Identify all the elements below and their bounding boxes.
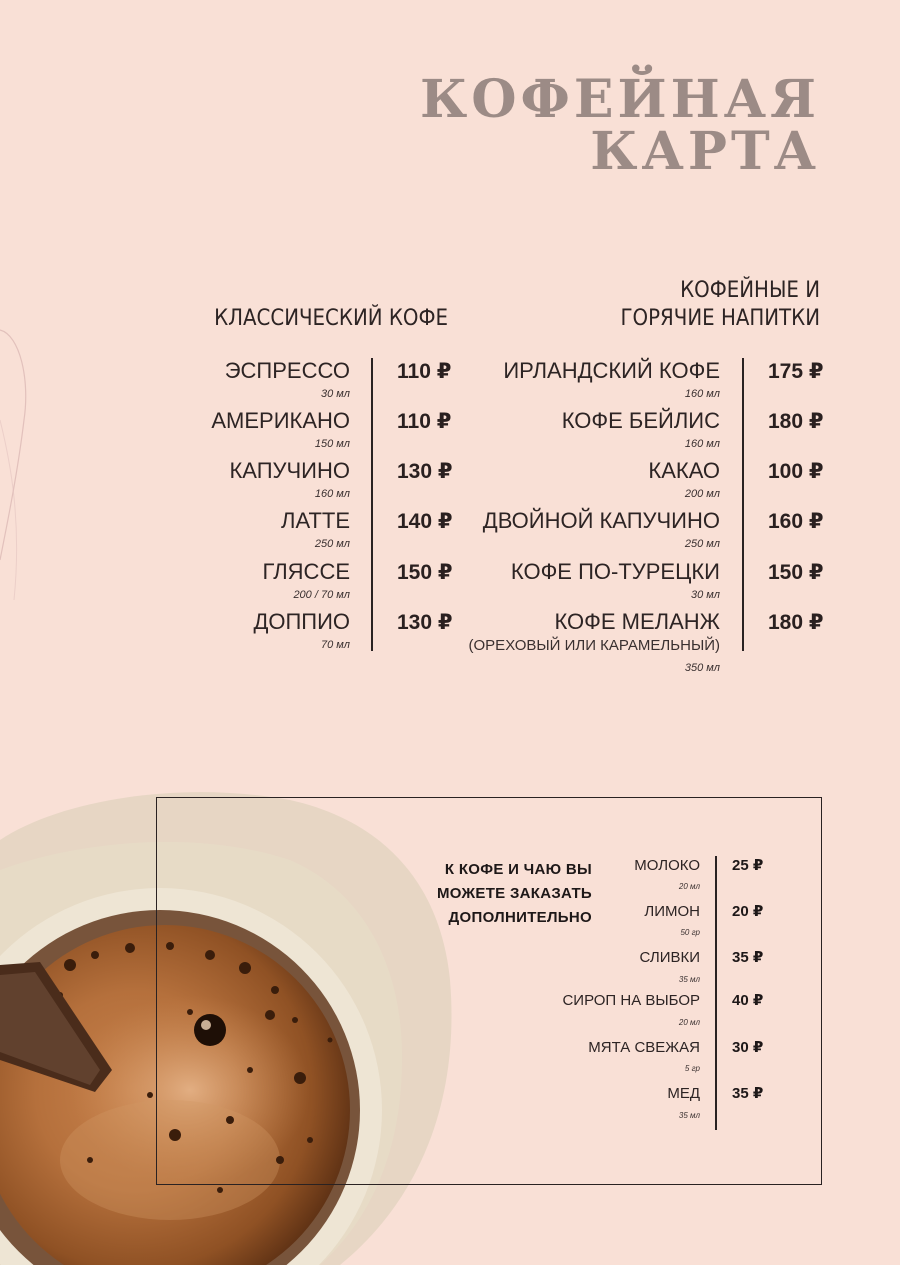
hot-item-name: КОФЕ МЕЛАНЖ <box>554 609 720 634</box>
hot-item-volume: 350 мл <box>684 662 720 674</box>
classic-section-heading: КЛАССИЧЕСКИЙ КОФЕ <box>214 306 448 331</box>
classic-item-name: АМЕРИКАНО <box>211 408 350 433</box>
classic-item-volume: 160 мл <box>314 488 350 500</box>
hot-item-name: КАКАО <box>648 458 720 483</box>
addition-name: ЛИМОН <box>644 903 700 920</box>
title-line-1: КОФЕЙНАЯ <box>419 69 820 130</box>
classic-item-name: ЭСПРЕССО <box>224 358 350 383</box>
title-line-2: КАРТА <box>590 121 820 182</box>
hot-item-name: КОФЕ БЕЙЛИС <box>561 408 720 433</box>
hot-item-price: 150 ₽ <box>768 561 824 584</box>
classic-item-name: ЛАТТЕ <box>281 508 350 533</box>
addition-price: 20 ₽ <box>732 903 764 920</box>
hot-item-volume: 160 мл <box>684 388 720 400</box>
hot-heading-line-2: ГОРЯЧИЕ НАПИТКИ <box>620 306 820 331</box>
addition-name: МОЛОКО <box>634 857 700 874</box>
classic-item-price: 140 ₽ <box>397 510 453 533</box>
classic-item-name: ГЛЯССЕ <box>262 559 350 584</box>
hot-divider <box>742 358 744 651</box>
addition-price: 40 ₽ <box>732 992 764 1009</box>
classic-item-price: 110 ₽ <box>397 410 452 433</box>
addition-price: 35 ₽ <box>732 1085 764 1102</box>
addition-name: МЯТА СВЕЖАЯ <box>588 1039 700 1056</box>
classic-item-price: 130 ₽ <box>397 611 453 634</box>
hot-item-volume: 250 мл <box>684 538 720 550</box>
hot-item-price: 100 ₽ <box>768 460 824 483</box>
addition-name: МЕД <box>667 1085 700 1102</box>
hot-item-volume: 200 мл <box>684 488 720 500</box>
addition-qty: 20 мл <box>678 882 700 891</box>
classic-item-price: 110 ₽ <box>397 360 452 383</box>
addition-qty: 50 гр <box>680 928 700 937</box>
additions-divider <box>715 856 717 1130</box>
hot-item-volume: 160 мл <box>684 438 720 450</box>
classic-item-volume: 250 мл <box>314 538 350 550</box>
addition-qty: 20 мл <box>678 1018 700 1027</box>
hot-item-name: ДВОЙНОЙ КАПУЧИНО <box>482 508 720 533</box>
classic-item-name: КАПУЧИНО <box>229 458 350 483</box>
classic-item-volume: 200 / 70 мл <box>293 589 350 601</box>
hot-item-price: 175 ₽ <box>768 360 824 383</box>
classic-item-volume: 70 мл <box>320 639 350 651</box>
classic-item-volume: 150 мл <box>314 438 350 450</box>
additions-intro <box>437 858 592 930</box>
addition-qty: 35 мл <box>678 975 700 984</box>
hot-heading-line-1: КОФЕЙНЫЕ И <box>680 278 820 303</box>
addition-price: 30 ₽ <box>732 1039 764 1056</box>
addition-qty: 5 гр <box>684 1064 700 1073</box>
addition-price: 35 ₽ <box>732 949 764 966</box>
classic-item-volume: 30 мл <box>320 388 350 400</box>
hot-item-price: 160 ₽ <box>768 510 824 533</box>
addition-name: СЛИВКИ <box>639 949 700 966</box>
hot-item-price: 180 ₽ <box>768 611 824 634</box>
hot-item-note: (ОРЕХОВЫЙ ИЛИ КАРАМЕЛЬНЫЙ) <box>468 637 720 654</box>
hot-item-volume: 30 мл <box>690 589 720 601</box>
additions-intro-line-1: К КОФЕ И ЧАЮ ВЫ <box>444 861 592 878</box>
additions-intro-line-2: МОЖЕТЕ ЗАКАЗАТЬ <box>436 885 592 902</box>
classic-item-name: ДОППИО <box>253 609 350 634</box>
addition-name: СИРОП НА ВЫБОР <box>562 992 700 1009</box>
classic-item-price: 150 ₽ <box>397 561 453 584</box>
hot-item-name: КОФЕ ПО-ТУРЕЦКИ <box>510 559 720 584</box>
hot-item-price: 180 ₽ <box>768 410 824 433</box>
additions-box <box>156 797 822 1185</box>
additions-intro-line-3: ДОПОЛНИТЕЛЬНО <box>448 909 592 926</box>
classic-item-price: 130 ₽ <box>397 460 453 483</box>
addition-qty: 35 мл <box>678 1111 700 1120</box>
addition-price: 25 ₽ <box>732 857 764 874</box>
hot-item-name: ИРЛАНДСКИЙ КОФЕ <box>503 358 720 383</box>
